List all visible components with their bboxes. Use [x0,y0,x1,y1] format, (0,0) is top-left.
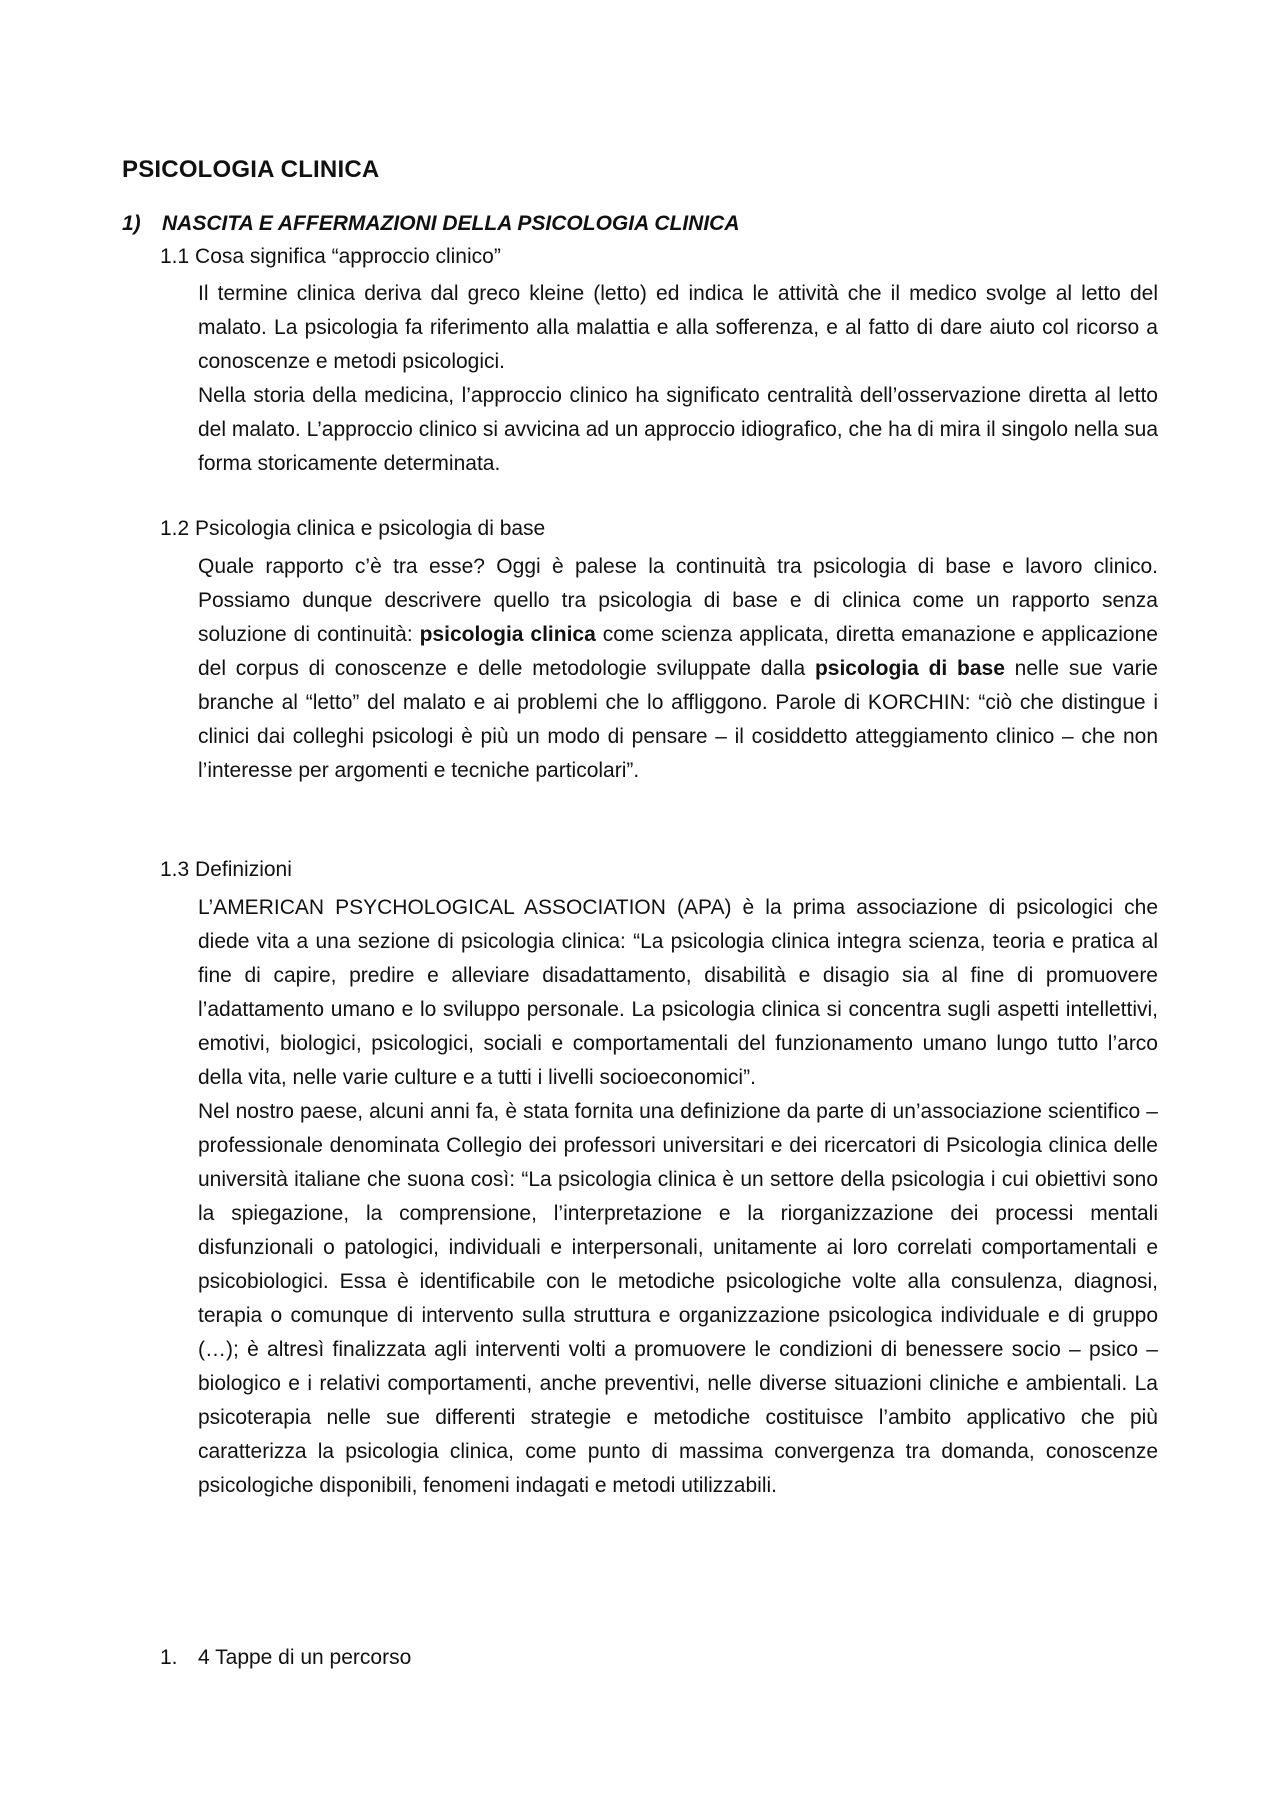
list-label: 4 Tappe di un percorso [198,1646,412,1669]
paragraph-text: Quale rapporto c’è tra esse? Oggi è palese la continuità tra psicologia di base e lavoro clinico. Possiamo dunque descrivere quello tra psicologia di base e di clinica come un rapporto senza soluzione di continuità: [198,555,1158,646]
paragraph: L’AMERICAN PSYCHOLOGICAL ASSOCIATION (APA) è la prima associazione di psicologici che diede vita a una sezione di psicologia clinica: “La psicologia clinica integra scienza, teoria e pratica al fine di capire, predire e alleviare disadattamento, disabilità e disagio sia al fine di promuovere l’adattamento umano e lo sviluppo personale. La psicologia clinica si concentra sugli aspetti intellettivi, emotivi, biologici, psicologici, sociali e comportamentali del funzionamento umano lungo tutto l’arco della vita, nelle varie culture e a tutti i livelli socioeconomici”. [198,896,1158,1089]
chapter-title: NASCITA E AFFERMAZIONI DELLA PSICOLOGIA CLINICA [162,212,740,235]
paragraph: Nella storia della medicina, l’approccio clinico ha significato centralità dell’osservazione diretta al letto del malato. L’approccio clinico si avvicina ad un approccio idiografico, che ha di mira il singolo nella sua forma storicamente determinata. [198,384,1158,475]
list-heading-1-4 [160,1646,411,1670]
section-heading-1-3: 1.3 Definizioni [160,858,292,881]
document-title: PSICOLOGIA CLINICA [122,156,380,183]
section-body-1-1 [198,277,1158,481]
bold-term: psicologia clinica [419,623,596,646]
chapter-heading [122,212,739,236]
paragraph: Nel nostro paese, alcuni anni fa, è stata fornita una definizione da parte di un’associazione scientifico – professionale denominata Collegio dei professori universitari e dei ricercatori di Psicologia clinica delle università italiane che suona così: “La psicologia clinica è un settore della psicologia i cui obiettivi sono la spiegazione, la comprensione, l’interpretazione e la riorganizzazione dei processi mentali disfunzionali o patologici, individuali e interpersonali, unitamente ai loro correlati comportamentali e psicobiologici. Essa è identificabile con le metodiche psicologiche volte alla consulenza, diagnosi, terapia o comunque di intervento sulla struttura e organizzazione psicologica individuale e di gruppo (…); è altresì finalizzata agli interventi volti a promuovere le condizioni di benessere socio – psico – biologico e i relativi comportamenti, anche preventivi, nelle diverse situazioni cliniche e ambientali. La psicoterapia nelle sue differenti strategie e metodiche costituisce l’ambito applicativo che più caratterizza la psicologia clinica, come punto di massima convergenza tra domanda, conoscenze psicologiche disponibili, fenomeni indagati e metodi utilizzabili. [198,1100,1158,1497]
section-body-1-2 [198,550,1158,788]
list-number: 1. [160,1646,178,1669]
section-heading-1-1: 1.1 Cosa significa “approccio clinico” [160,245,501,268]
paragraph-text: nelle sue varie branche al “letto” del malato e ai problemi che lo affliggono. Parole di KORCHIN: “ciò che distingue i clinici dai colleghi psicologi è più un modo di pensare – il cosiddetto atteggiamento clinico – che non l’interesse per argomenti e tecniche particolari”. [198,657,1158,782]
section-heading-1-2: 1.2 Psicologia clinica e psicologia di base [160,517,546,540]
paragraph [198,550,1158,788]
paragraph-text: come scienza applicata, diretta emanazione e applicazione del corpus di conoscenze e delle metodologie sviluppate dalla [198,623,1158,680]
bold-term: psicologia di base [814,657,1005,680]
section-body-1-3 [198,891,1158,1503]
chapter-number: 1) [122,212,141,235]
paragraph: Il termine clinica deriva dal greco kleine (letto) ed indica le attività che il medico svolge al letto del malato. La psicologia fa riferimento alla malattia e alla sofferenza, e al fatto di dare aiuto col ricorso a conoscenze e metodi psicologici. [198,282,1158,373]
